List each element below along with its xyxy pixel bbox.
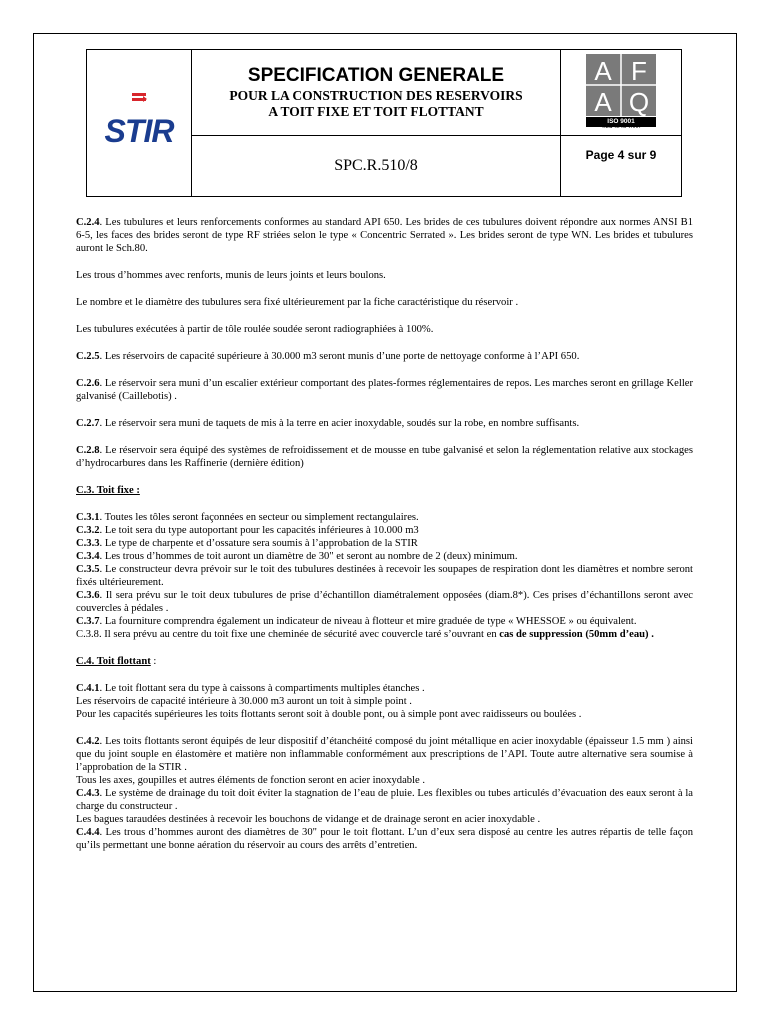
clause-text: . Le réservoir sera équipé des systèmes de refroidissement et de mousse en tube galvanisé et selon la réglementation relative aux stockages d’hydrocarbures dans les Raffinerie (dernière édition) [76,445,693,469]
clause-text: . Les réservoirs de capacité supérieure à 30.000 m3 seront munis d’une porte de nettoyage conforme à l’API 650. [99,351,580,362]
section-heading-text: C.4. Toit flottant [76,656,151,667]
clause-text: . Les tubulures et leurs renforcements conformes au standard API 650. Les brides de ces tubulures doivent répondre aux normes ANSI B1 6-5, les faces des brides seront de type RF striées selon le type « Concentric Serrated ». Les brides seront de type WN. Les brides et tubulures auront le Sch.80. [76,217,693,254]
clause-c-4-4 [76,826,693,852]
clause-text: . Le type de charpente et d’ossature sera soumis à l’approbation de la STIR [99,538,418,549]
clause-c-3-1 [76,511,693,524]
page-number: Page 4 sur 9 [561,136,682,197]
document-header [86,49,682,197]
clause-c-4-1 [76,682,693,695]
clause-c-4-3 [76,787,693,813]
svg-text:A: A [594,87,612,117]
clause-number: C.3.7 [76,616,100,627]
clause-c-4-2 [76,735,693,774]
clause-c-3-8 [76,628,693,641]
afaq-certification-logo-icon [584,52,658,128]
paragraph-c-4-1-c: Pour les capacités supérieures les toits flottants seront soit à double pont, ou à simple pont avec raidisseurs ou boulées . [76,709,582,720]
stir-logo-icon [98,90,180,152]
clause-emphasis: cas de suppression (50mm d’eau) . [499,629,654,640]
clause-number: C.2.5 [76,351,100,362]
clause-text: . Il sera prévu sur le toit deux tubulures de prise d’échantillon diamétralement opposées (diam.8*). Ces prises d’échantillons seront avec couvercles à pédales . [76,590,693,614]
clause-c-3-5 [76,563,693,589]
clause-text: . Le toit flottant sera du type à caissons à compartiments multiples étanches . [99,683,425,694]
clause-text: . Les trous d’hommes de toit auront un diamètre de 30" et seront au nombre de 2 (deux) minimum. [99,551,518,562]
clause-text: . Le toit sera du type autoportant pour les capacités inférieures à 10.000 m3 [99,525,419,536]
clause-number: C.2.4 [76,217,100,228]
certification-logo-cell [561,50,682,136]
clause-number: C.2.6 [76,378,100,389]
section-heading-toit-fixe: C.3. Toit fixe : [76,485,140,496]
clause-text: . Les toits flottants seront équipés de leur dispositif d’étanchéité composé du joint métallique en acier inoxydable (épaisseur 1.5 mm ) ainsi que du joint souple en élastomère et matière non inflammable conformément aux prescriptions de l’API. Toute autre alternative sera soumise à l’approbation de la STIR . [76,736,693,773]
clause-number: C.3.1 [76,512,100,523]
clause-number: C.2.7 [76,418,100,429]
clause-text: C.3.8. Il sera prévu au centre du toit fixe une cheminée de sécurité avec couvercle taré s’ouvrant en [76,629,500,640]
company-logo-cell [87,50,192,197]
clause-group-c-4-2 [76,735,693,852]
document-subtitle-2: A TOIT FIXE ET TOIT FLOTTANT [268,104,484,119]
clause-number: C.3.4 [76,551,100,562]
paragraph-c-4-1-b: Les réservoirs de capacité intérieure à 30.000 m3 auront un toit à simple point . [76,696,412,707]
paragraph-trous-hommes: Les trous d’hommes avec renforts, munis de leurs joints et leurs boulons. [76,270,386,281]
clause-c-3-6 [76,589,693,615]
version-label: VERSION 2000 [601,125,641,128]
clause-c-2-8 [76,444,693,470]
clause-text: . Le réservoir sera muni d’un escalier extérieur comportant des plates-formes réglementaires de repos. Les marches seront en grillage Keller galvanisé (Caillebotis) . [76,378,693,402]
paragraph-c-4-3-b: Les bagues taraudées destinées à recevoir les bouchons de vidange et de drainage seront en acier inoxydable . [76,814,541,825]
iso-label: ISO 9001 [607,118,635,125]
clause-text: . Toutes les tôles seront façonnées en secteur ou simplement rectangulaires. [99,512,419,523]
clause-number: C.4.4 [76,827,100,838]
section-heading-suffix: : [150,656,157,667]
document-subtitle-1: POUR LA CONSTRUCTION DES RESERVOIRS [229,88,523,103]
clause-text: . Les trous d’hommes auront des diamètres de 30" pour le toit flottant. L’un d’eux sera disposé au centre les autres répartis de telle façon qu’ils permettant une bonne aération du réservoir au cours des arrêts d’entretien. [76,827,693,851]
document-reference: SPC.R.510/8 [192,136,561,197]
clause-number: C.4.3 [76,788,100,799]
paragraph-c-4-2-b: Tous les axes, goupilles et autres éléments de fonction seront en acier inoxydable . [76,775,426,786]
paragraph-radiographie: Les tubulures exécutées à partir de tôle roulée soudée seront radiographiées à 100%. [76,324,434,335]
clause-c-2-4 [76,216,693,255]
clause-c-3-3 [76,537,693,550]
paragraph-nombre-tubulures: Le nombre et le diamètre des tubulures sera fixé ultérieurement par la fiche caractéristique du réservoir . [76,297,519,308]
svg-text:F: F [631,56,647,86]
clause-number: C.3.3 [76,538,100,549]
clause-number: C.3.2 [76,525,100,536]
section-toit-fixe [76,511,693,641]
document-body [76,216,693,866]
clause-text: . Le système de drainage du toit doit éviter la stagnation de l’eau de pluie. Les flexibles ou tubes articulés d’évacuation des eaux seront à la charge du constructeur . [76,788,693,812]
section-heading-toit-flottant [76,655,693,668]
svg-text:A: A [594,56,612,86]
clause-c-2-5 [76,350,693,363]
clause-c-3-2 [76,524,693,537]
svg-text:Q: Q [628,87,650,117]
stir-logo-text: STIR [104,112,174,149]
clause-c-2-6 [76,377,693,403]
clause-c-3-7 [76,615,693,628]
clause-number: C.4.1 [76,683,100,694]
clause-number: C.3.6 [76,590,100,601]
clause-group-c-4-1 [76,682,693,721]
clause-c-2-7 [76,417,693,430]
clause-number: C.3.5 [76,564,100,575]
title-cell [192,50,561,136]
clause-text: . La fourniture comprendra également un indicateur de niveau à flotteur et mire graduée de type « WHESSOE » ou équivalent. [99,616,637,627]
document-title: SPECIFICATION GENERALE [247,65,505,86]
clause-text: . Le constructeur devra prévoir sur le toit des tubulures destinées à recevoir les soupapes de respiration dont les diamètres et nombre seront fixés ultérieurement. [76,564,693,588]
clause-number: C.4.2 [76,736,100,747]
clause-text: . Le réservoir sera muni de taquets de mis à la terre en acier inoxydable, soudés sur la robe, en nombre suffisants. [99,418,580,429]
clause-number: C.2.8 [76,445,100,456]
clause-c-3-4 [76,550,693,563]
